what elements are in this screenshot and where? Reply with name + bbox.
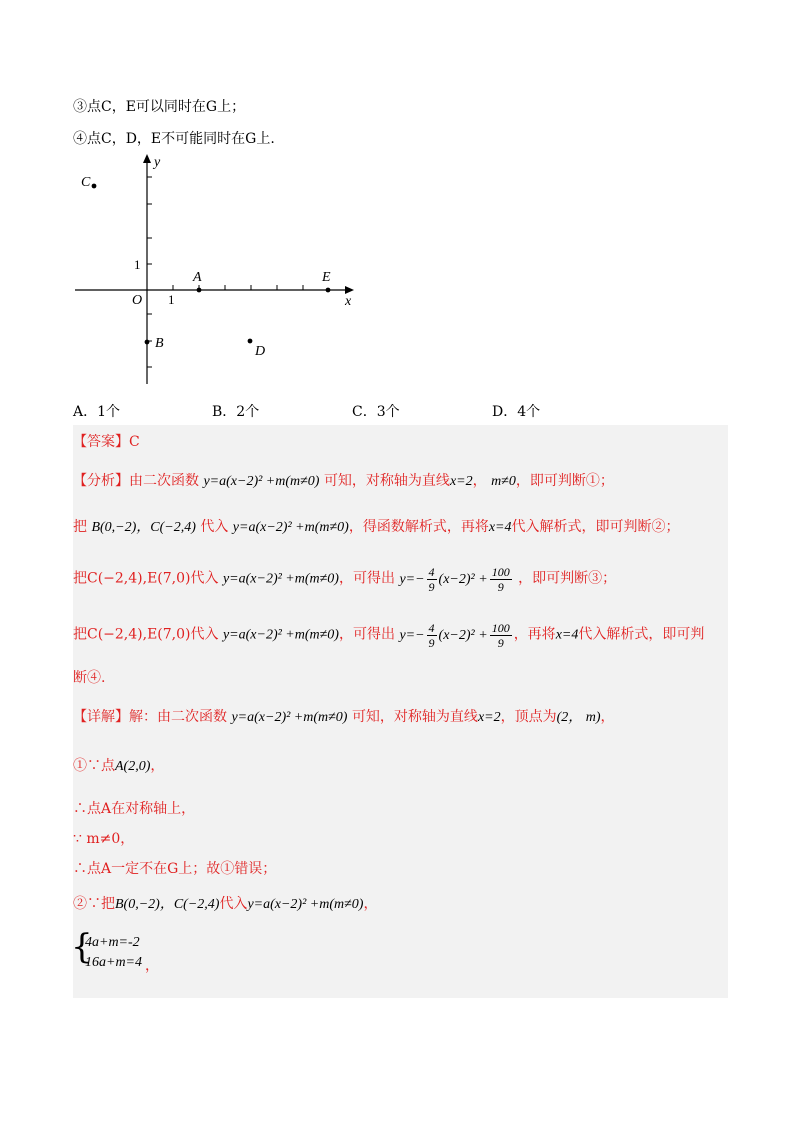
- choice-c[interactable]: C．3个: [352, 404, 400, 420]
- analysis-line-5: 断④.: [73, 670, 106, 686]
- detail-line-1: 【详解】解：由二次函数 y=a(x−2)² +m(m≠0) 可知，对称轴为直线x=2，顶点为(2， m)，: [73, 709, 615, 725]
- point-a: [197, 288, 202, 293]
- analysis-line-4: 把C(−2,4),E(7,0)代入 y=a(x−2)² +m(m≠0)，可得出 y=− $\frac{4}{9}$ (x−2)² + $\frac{100}{9}$ ，再将x=4代入解析式，即可判: [73, 621, 705, 650]
- statement-4: ④点C，D，E不可能同时在G上.: [73, 131, 275, 147]
- step-1: ①∵点A(2,0)，: [73, 758, 165, 774]
- detail-tag: 【详解】: [73, 709, 129, 725]
- analysis-line-3: 把C(−2,4),E(7,0)代入 y=a(x−2)² +m(m≠0)，可得出 y=− $\frac{4}{9}$ (x−2)² + $\frac{100}{9}$ ，即可判断③；: [73, 565, 617, 594]
- label-b: B: [155, 336, 164, 351]
- choice-b[interactable]: B．2个: [212, 404, 260, 420]
- label-e: E: [322, 270, 331, 285]
- y-ticks: [147, 177, 152, 367]
- step-4: ∴点A一定不在G上；故①错误；: [73, 861, 277, 877]
- point-d: [248, 339, 253, 344]
- equation-2: 16a+m=4: [85, 955, 143, 970]
- coordinate-graph: [70, 152, 370, 392]
- statement-3: ③点C，E可以同时在G上；: [73, 99, 246, 115]
- label-y-axis: y: [154, 155, 161, 170]
- x-ticks: [173, 285, 303, 290]
- tick-label-x-1: 1: [168, 292, 175, 307]
- answer-line: 【答案】C: [73, 434, 140, 450]
- label-x-axis: x: [345, 294, 352, 309]
- choice-a[interactable]: A．1个: [73, 404, 121, 420]
- point-b: [145, 340, 150, 345]
- equation-1: 4a+m=-2: [85, 935, 140, 950]
- brace-symbol: {: [71, 927, 93, 967]
- tick-label-y-1: 1: [134, 257, 141, 272]
- analysis-line-1: 【分析】由二次函数 y=a(x−2)² +m(m≠0) 可知，对称轴为直线x=2， m≠0，即可判断①；: [73, 473, 614, 489]
- x-axis-arrow: [345, 286, 354, 294]
- point-e: [326, 288, 331, 293]
- label-origin: O: [132, 293, 143, 308]
- label-a: A: [193, 270, 202, 285]
- point-c: [92, 184, 97, 189]
- label-d: D: [255, 344, 266, 359]
- y-axis-arrow: [143, 154, 151, 163]
- solution-panel: [73, 425, 728, 998]
- analysis-tag: 【分析】: [73, 473, 129, 489]
- analysis-line-2: 把 B(0,−2)，C(−2,4) 代入 y=a(x−2)² +m(m≠0)，得函数解析式，再将x=4代入解析式，即可判断②；: [73, 519, 680, 535]
- step-2: ∴点A在对称轴上，: [73, 801, 196, 817]
- step-5: ②∵把B(0,−2)，C(−2,4)代入y=a(x−2)² +m(m≠0)，: [73, 896, 378, 912]
- equation-system: { 4a+m=-2 16a+m=4 ，: [71, 927, 159, 974]
- step-3: ∵ m≠0，: [73, 831, 135, 847]
- label-c: C: [81, 175, 91, 190]
- choice-d[interactable]: D．4个: [492, 404, 541, 420]
